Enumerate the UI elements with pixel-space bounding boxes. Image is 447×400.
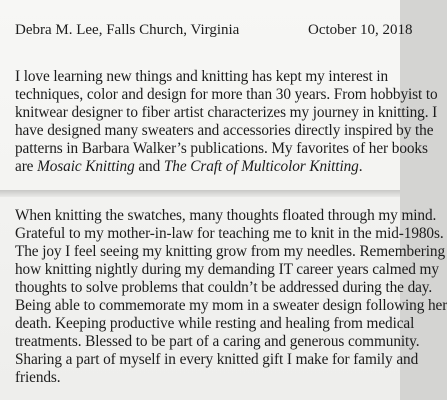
paragraph-2-line: how knitting nightly during my demanding IT career years calmed my — [15, 261, 439, 278]
paragraph-2-line: death. Keeping productive while resting and healing from medical — [15, 315, 415, 332]
book-title-mosaic-knitting: Mosaic Knitting — [37, 158, 135, 175]
paragraph-1-last-line — [15, 158, 362, 176]
paragraph-2-line: Being able to commemorate my mom in a sweater design following her — [15, 297, 447, 314]
book-list-conjunction: and — [134, 158, 164, 175]
letter-date: October 10, 2018 — [308, 22, 413, 38]
book-list-suffix: . — [358, 158, 363, 175]
paragraph-2-line: friends. — [15, 369, 61, 386]
paragraph-2-line: treatments. Blessed to be part of a caring and generous community. — [15, 333, 420, 350]
paragraph-2-line: thoughts to solve problems that couldn’t be addressed during the day. — [15, 279, 433, 296]
paragraph-1-line: patterns in Barbara Walker’s publications. My favorites of her books — [15, 140, 428, 157]
paragraph-1-line: I love learning new things and knitting has kept my interest in — [15, 68, 389, 85]
paragraph-2-line: The joy I feel seeing my knitting grow from my needles. Remembering — [15, 243, 446, 260]
paragraph-2-line: Grateful to my mother-in-law for teaching me to knit in the mid-1980s. — [15, 225, 444, 242]
page-fold-shadow — [0, 190, 400, 197]
author-line: Debra M. Lee, Falls Church, Virginia — [15, 22, 240, 38]
paragraph-2-line: When knitting the swatches, many thoughts floated through my mind. — [15, 207, 437, 224]
letter-page-bottom — [0, 197, 447, 400]
paragraph-2-line: Sharing a part of myself in every knitted gift I make for family and — [15, 351, 419, 368]
paragraph-1-line: knitwear designer to fiber artist characterizes my journey in knitting. I — [15, 104, 438, 121]
paragraph-1-line: have designed many sweaters and accessories directly inspired by the — [15, 122, 434, 139]
book-title-craft-of-multicolor-knitting: The Craft of Multicolor Knitting — [163, 158, 359, 175]
letter-page-top — [0, 0, 438, 190]
book-list-prefix: are — [15, 158, 38, 175]
paragraph-1-line: techniques, color and design for more than 30 years. From hobbyist to — [15, 86, 438, 103]
